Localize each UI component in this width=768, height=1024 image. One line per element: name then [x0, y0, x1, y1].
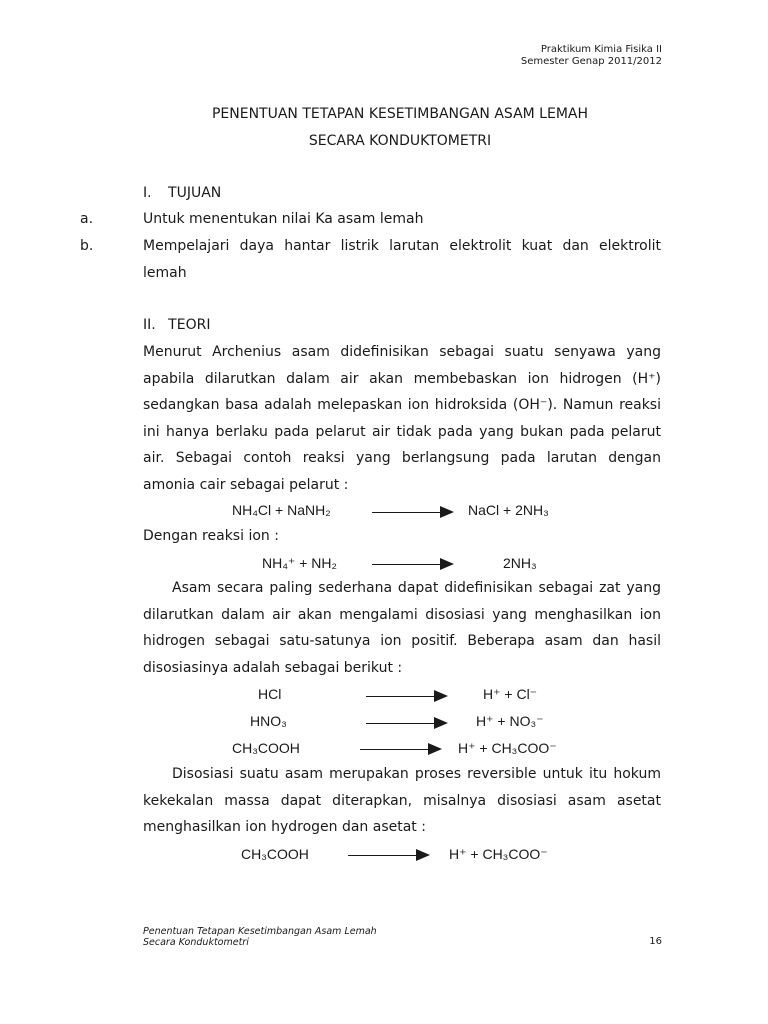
reaction-arrow-icon [372, 512, 452, 513]
dissociation-hcl-products: H⁺ + Cl⁻ [483, 686, 538, 702]
section-number: II. [143, 317, 156, 333]
list-marker-a: a. [80, 211, 94, 227]
dissociation-acetic-reactant: CH₃COOH [232, 740, 300, 756]
list-item-b: Mempelajari daya hantar listrik larutan elektrolit kuat dan elektrolit lemah [143, 238, 661, 281]
reaction-arrow-icon [372, 564, 452, 565]
reaction2-products: 2NH₃ [503, 555, 537, 571]
section-title: TEORI [168, 317, 211, 333]
page-number: 16 [649, 936, 662, 947]
dissociation-hcl-reactant: HCl [258, 686, 282, 702]
dissociation-hno3-products: H⁺ + NO₃⁻ [476, 713, 544, 729]
paragraph-arrhenius: Menurut Archenius asam didefinisikan sebagai suatu senyawa yang apabila dilarutkan dalam air akan membebaskan ion hidrogen (H⁺) sedangkan basa adalah melepaskan ion hidroksida (OH⁻). Namun reaksi ini hanya berlaku pada pelarut air tidak pada yang bukan pada pelarut air. Sebagai contoh reaksi yang berlangsung pada larutan dengan amonia cair sebagai pelarut : [143, 344, 661, 493]
paragraph-reversible: Disosiasi suatu asam merupakan proses reversible untuk itu hokum kekekalan massa dapat diterapkan, misalnya disosiasi asam asetat menghasilkan ion hydrogen dan asetat : [143, 766, 661, 835]
list-item-a: Untuk menentukan nilai Ka asam lemah [143, 211, 424, 227]
dissociation-hno3-reactant: HNO₃ [250, 713, 287, 729]
reaction1-products: NaCl + 2NH₃ [468, 502, 549, 518]
document-title-line2: SECARA KONDUKTOMETRI [308, 133, 492, 149]
document-title-line1: PENENTUAN TETAPAN KESETIMBANGAN ASAM LEMAH [211, 106, 589, 122]
reaction2-reactants: NH₄⁺ + NH₂ [262, 555, 337, 571]
ion-reaction-intro: Dengan reaksi ion : [143, 528, 279, 544]
section-heading-tujuan [143, 185, 221, 201]
section-number: I. [143, 185, 152, 201]
footer-title-line2: Secara Konduktometri [143, 937, 249, 948]
reaction-arrow-icon [366, 696, 446, 697]
section-title: TUJUAN [168, 185, 222, 201]
paragraph-definition: Asam secara paling sederhana dapat didefinisikan sebagai zat yang dilarutkan dalam air akan mengalami disosiasi yang menghasilkan ion hidrogen sebagai satu-satunya ion positif. Beberapa asam dan hasil disosiasinya adalah sebagai berikut : [143, 580, 661, 676]
reaction-arrow-icon [360, 749, 440, 750]
dissociation-acetic-products: H⁺ + CH₃COO⁻ [458, 740, 557, 756]
header-semester: Semester Genap 2011/2012 [520, 56, 662, 67]
reaction-arrow-icon [348, 855, 428, 856]
header-course: Praktikum Kimia Fisika II [540, 44, 662, 55]
list-marker-b: b. [80, 238, 94, 254]
running-footer [143, 926, 377, 948]
section-heading-teori [143, 317, 210, 333]
reaction-arrow-icon [366, 723, 446, 724]
reaction1-reactants: NH₄Cl + NaNH₂ [232, 502, 331, 518]
reaction3-products: H⁺ + CH₃COO⁻ [449, 846, 548, 862]
reaction3-reactant: CH₃COOH [241, 846, 309, 862]
running-header [521, 44, 662, 68]
footer-title-line1: Penentuan Tetapan Kesetimbangan Asam Lemah [143, 926, 377, 937]
